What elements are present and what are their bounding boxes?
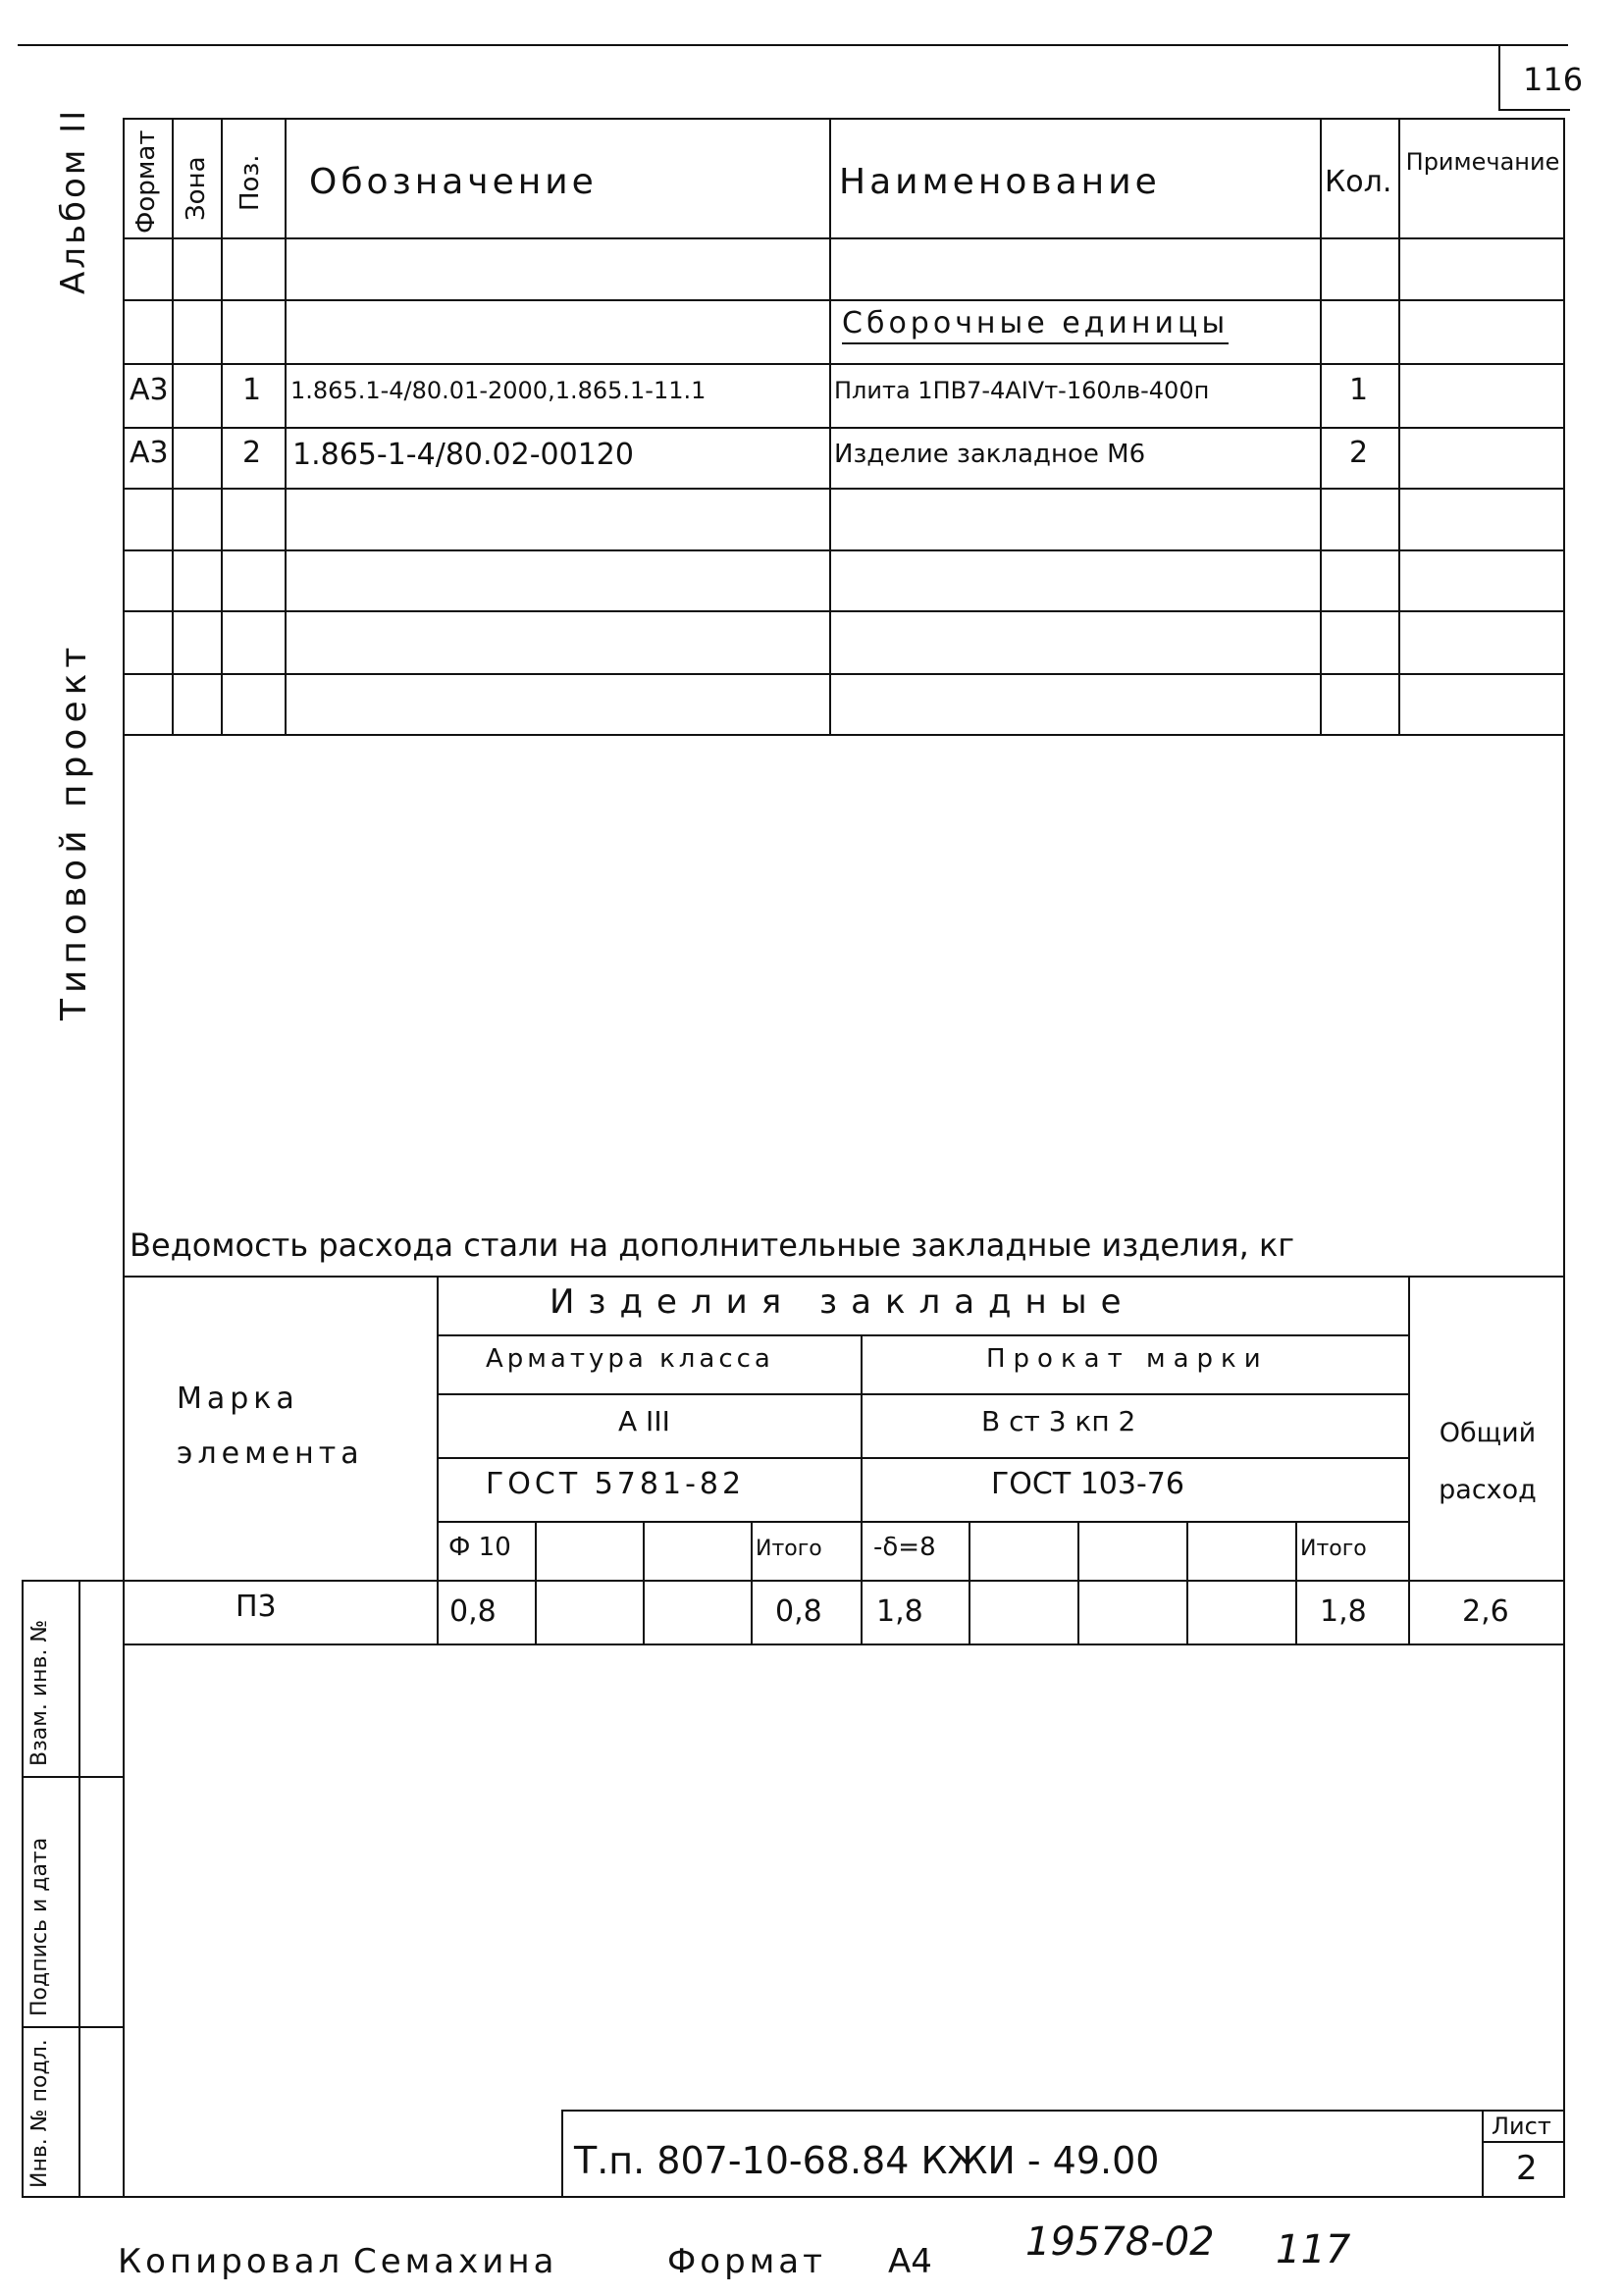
sheet-value: 2 (1516, 2149, 1538, 2188)
header-pos: Поз. (236, 154, 265, 211)
rebar-gost: ГОСТ 5781-82 (486, 1467, 746, 1501)
row-total: 2,6 (1462, 1594, 1509, 1629)
col-d10: Ф 10 (448, 1533, 511, 1562)
col-strip: -δ=8 (873, 1533, 936, 1562)
row2-qty: 2 (1349, 436, 1369, 470)
row-mark: П3 (236, 1590, 277, 1624)
frame-left (123, 118, 125, 2198)
rebar-class: А III (618, 1405, 670, 1437)
header-designation: Обозначение (309, 162, 598, 202)
row-rebar-total: 0,8 (775, 1594, 822, 1629)
section-title: Сборочные единицы (842, 306, 1229, 344)
sheet-number: 116 (1523, 61, 1584, 98)
footer-format-label: Формат (667, 2242, 826, 2281)
header-qty: Кол. (1325, 165, 1392, 199)
row1-designation: 1.865.1-4/80.01-2000,1.865.1-11.1 (290, 377, 707, 404)
header-mark: Марка элемента (177, 1382, 364, 1471)
row1-pos: 1 (242, 373, 262, 407)
row-strip: 1,8 (876, 1594, 923, 1629)
rebar-class-label: Арматура класса (486, 1344, 774, 1374)
row1-name: Плита 1ПВ7-4АIVт-160лв-400п (834, 377, 1210, 404)
sheet-label: Лист (1492, 2113, 1551, 2140)
header-zone: Зона (182, 156, 211, 221)
row1-format: А3 (130, 373, 169, 407)
inv-orig-label: Инв. № подл. (27, 2039, 52, 2188)
row1-qty: 1 (1349, 373, 1369, 407)
row-rolled-total: 1,8 (1320, 1594, 1367, 1629)
header-format: Формат (131, 130, 161, 234)
header-note: Примечание (1405, 148, 1560, 176)
album-label: Альбом II (54, 107, 93, 294)
frame-right (1563, 118, 1565, 2198)
inv-replace-label: Взам. инв. № (27, 1619, 52, 1766)
footer-archive-no: 19578-02 (1025, 2219, 1215, 2265)
header-items: Изделия закладные (550, 1282, 1135, 1322)
rolled-grade: В ст 3 кп 2 (981, 1405, 1136, 1437)
sign-date-label: Подпись и дата (27, 1837, 52, 2016)
rolled-label: Прокат марки (986, 1344, 1269, 1374)
rolled-gost: ГОСТ 103-76 (991, 1467, 1184, 1501)
row2-format: А3 (130, 436, 169, 470)
footer-copied: Копировал (118, 2242, 344, 2281)
project-label: Типовой проект (54, 641, 94, 1020)
row2-pos: 2 (242, 436, 262, 470)
footer-format-value: А4 (888, 2242, 932, 2281)
steel-table-title: Ведомость расхода стали на дополнительные закладные изделия, кг (130, 1226, 1295, 1264)
row2-designation: 1.865-1-4/80.02-00120 (292, 438, 634, 472)
footer-copier-name: Семахина (353, 2242, 558, 2281)
document-code: Т.п. 807-10-68.84 КЖИ - 49.00 (574, 2139, 1160, 2182)
header-total: Общий расход (1439, 1418, 1537, 1505)
col-rolled-total: Итого (1300, 1537, 1367, 1561)
header-name: Наименование (839, 162, 1161, 202)
footer-archive-page: 117 (1276, 2227, 1351, 2272)
row-d10: 0,8 (449, 1594, 497, 1629)
col-rebar-total: Итого (756, 1537, 822, 1561)
row2-name: Изделие закладное М6 (834, 440, 1146, 469)
